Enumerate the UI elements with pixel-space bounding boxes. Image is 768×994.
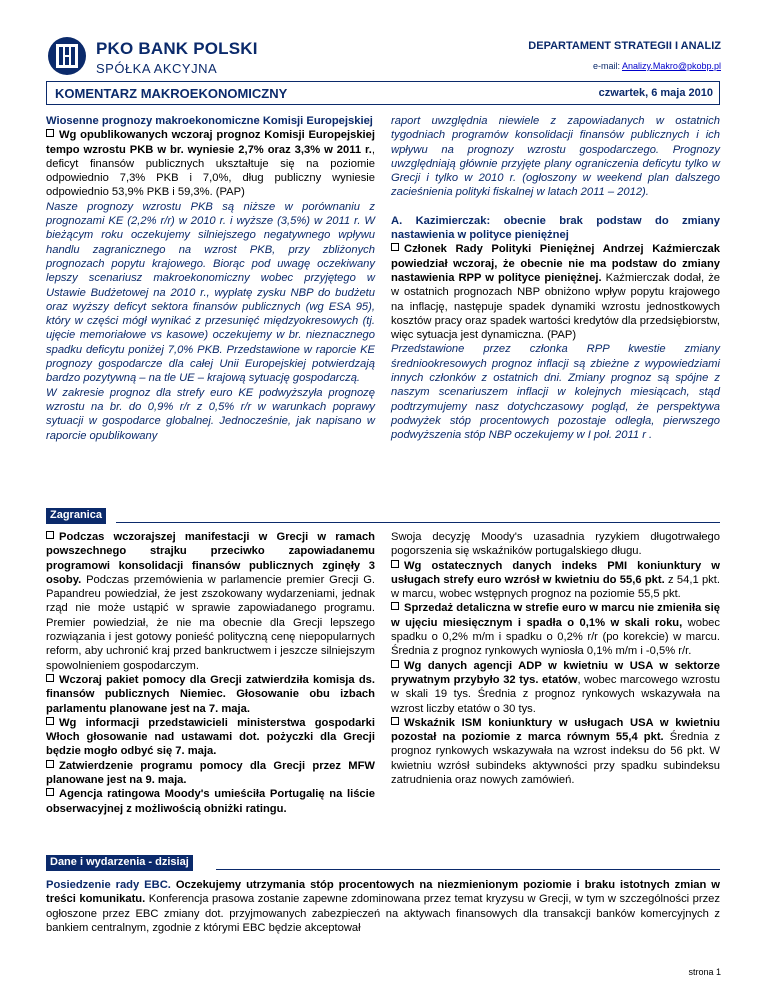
comment-paragraph: raport uwzględnia niewiele z zapowiadanych w ostatnich tygodniach programów konsolidacji finansów publicznych i ich wpływu na prognozy wzrostu gospodarczego. Prognozy uwzględniają głównie przyjęte plany ograniczenia deficytu tylko w Grecji i tylko w 2010 r. (ogłoszony w weekend plan dalszego zacieśnienia polityki fiskalnej w latach 2011 – 2012). bbox=[391, 115, 720, 199]
body-text: Kaźmierczak dodał, że w ostatnich prognozach NBP obniżono wpływ popytu krajowego na inflację, następuje spadek dynamiki wzrostu jednostkowych kosztów pracy oraz spadek wartości kredytów dla przedsiębiorstw, więc sytuacja jest dynamiczna. (PAP) bbox=[391, 271, 721, 342]
page-title: KOMENTARZ MAKROEKONOMICZNY bbox=[55, 86, 288, 101]
section-bar-zagranica bbox=[46, 508, 720, 524]
bank-name: PKO BANK POLSKI bbox=[96, 39, 258, 58]
bold-text: Wg informacji przedstawicieli ministerstwa gospodarki Włoch głosowanie nad ustawami dot. pożyczki dla Grecji będzie mogło odbyć się 7. maja. bbox=[46, 716, 375, 758]
paragraph: Swoja decyzję Moody's uzasadnia ryzykiem długotrwałego pogorszenia się wskaźników portugalskiego długu. bbox=[391, 531, 720, 558]
bold-text: Oczekujemy utrzymania stóp procentowych na niezmienionym poziomie i braku istotnych zmian w treści komunikatu. bbox=[46, 879, 720, 906]
paragraph bbox=[46, 128, 375, 199]
paragraph bbox=[46, 759, 375, 788]
bold-text: Agencja ratingowa Moody's umieściła Portugalię na liście obserwacyjnej z możliwością obniżki ratingu. bbox=[46, 788, 375, 815]
body-text: Podczas przemówienia w parlamencie premier Grecji G. Papandreu powiedział, że jest zszokowany wydarzeniami, jednak rząd nie może ustąpić w sprawie zapowiadanego programu. Premier powiedział, że nie ma obecnie dla Grecji lepszego rozwiązania i jest gotowy ponieść polityczną cenę niepopularnych reform, aby uchronić kraj przed bankructwem i jeszcze silniejszym spowolnieniem gospodarczym. bbox=[46, 573, 375, 672]
email-link[interactable]: Analizy.Makro@pkobp.pl bbox=[621, 61, 721, 71]
paragraph bbox=[391, 559, 720, 602]
bank-subtitle: SPÓŁKA AKCYJNA bbox=[96, 61, 218, 76]
bold-text: Zatwierdzenie programu pomocy dla Grecji przez MFW planowane jest na 9. maja. bbox=[46, 759, 375, 787]
bullet-square-icon bbox=[391, 660, 399, 668]
paragraph bbox=[391, 716, 720, 787]
body-text: wobec spadku o 0,2% m/m i spadku o 0,2% r/r (po korekcie) w marcu. Średnia z prognoz rynkowych wyniosła 0,1% m/m i -0,5% r/r. bbox=[391, 616, 720, 658]
date-label: czwartek, 6 maja 2010 bbox=[598, 87, 713, 99]
paragraph bbox=[46, 530, 375, 673]
bold-text: Wg danych agencji ADP w kwietniu w USA w sektorze prywatnym przybyło 32 tys. etatów bbox=[391, 659, 720, 686]
bold-text: Członek Rady Polityki Pieniężnej Andrzej Kaźmierczak powiedział wczoraj, że obecnie nie ma podstaw do zmiany nastawienia RPP w polityce pieniężnej. bbox=[391, 243, 720, 284]
body-text: , wobec marcowego wzrostu w skali 19 tys. Średnia z prognoz rynkowych wskazywała na wzrost liczby etatów o 30 tys. bbox=[391, 673, 720, 715]
department-name: DEPARTAMENT STRATEGII I ANALIZ bbox=[528, 40, 721, 52]
comment-paragraph: W zakresie prognoz dla strefy euro KE podwyższyła prognozę wzrostu na br. do 0,9% r/r z 0,5% r/r w warunkach poprawy sytuacji w gospodarce globalnej. Jednocześnie, jak napisano w raporcie opublikowany bbox=[46, 386, 375, 442]
paragraph bbox=[391, 659, 720, 716]
bold-text: Wg ostatecznych danych indeks PMI koniunktury w usługach strefy euro wzrósł w kwietniu do 55,6 pkt. bbox=[391, 559, 720, 586]
paragraph bbox=[46, 716, 375, 759]
bold-text: Wskaźnik ISM koniunktury w usługach USA w kwietniu pozostał na poziomie z marca równym 55,4 pkt. bbox=[391, 716, 720, 744]
bullet-square-icon bbox=[391, 602, 399, 610]
bullet-square-icon bbox=[391, 243, 399, 251]
email-line bbox=[593, 61, 721, 71]
right-column bbox=[391, 114, 720, 443]
paragraph bbox=[46, 787, 375, 816]
bullet-square-icon bbox=[46, 129, 54, 137]
bold-text: Sprzedaż detaliczna w strefie euro w marcu nie zmieniła się w ujęciu miesięcznym i spadła o 0,1% w skali roku, bbox=[391, 602, 720, 629]
section-heading-ke: Wiosenne prognozy makroekonomiczne Komisji Europejskiej bbox=[46, 115, 373, 127]
title-bar bbox=[46, 81, 720, 105]
body-text: Średnia z prognoz rynkowych wskazywała na wzrost indeksu do 56 pkt. W kwietniu wzrósł subindeks aktywności przy spadku subindeksu zatrudnienia oraz nowych zamówień. bbox=[391, 731, 720, 787]
email-label: e-mail: bbox=[592, 61, 622, 71]
left-column bbox=[46, 114, 375, 443]
bold-text: Wczoraj pakiet pomocy dla Grecji zatwierdziła komisja ds. finansów publicznych Niemiec. Głosowanie obu izbach parlamentu planowane jest na 7. maja. bbox=[46, 673, 375, 715]
comment-paragraph: Przedstawione przez członka RPP kwestie zmiany średniookresowych prognoz inflacji są zbieżne z wypowiedziami innych członków z ostatnich dni. Zmiany prognoz są spójne z naszym scenariuszem inflacji w kolejnych miesiącach, stąd podtrzymujemy nasz dotychczasowy pogląd, że perspektywa podwyżek stóp procentowych pozostaje odległa, pierwszego podwyższenia stóp NBP oczekujemy w I poł. 2011 r . bbox=[391, 343, 720, 442]
section-heading-rpp: A. Kazimierczak: obecnie brak podstaw do zmiany nastawienia w polityce pieniężnej bbox=[391, 214, 720, 242]
paragraph bbox=[391, 242, 720, 342]
section-rule bbox=[116, 522, 720, 523]
section-bar-dane bbox=[46, 855, 720, 871]
pko-logo-icon bbox=[47, 36, 87, 76]
page-number: strona 1 bbox=[688, 967, 721, 977]
body-text: Konferencja prasowa zostanie zapewne zdominowana przez temat kryzysu w Grecji, w tym w szczególności przez ogłoszone przez EBC zmiany dot. przyjmowanych zabezpieczeń na aktywach finansowych dla transakcji banków komercyjnych z bankiem centralnym, zgodnie z którymi EBC będzie akceptował bbox=[46, 893, 721, 934]
bold-text: Wg opublikowanych wczoraj prognoz Komisji Europejskiej tempo wzrostu PKB w br. wyniesie 2,7% oraz 3,3% w 2011 r. bbox=[46, 129, 375, 156]
event-title: Posiedzenie rady EBC. bbox=[46, 879, 171, 891]
foreign-right-column bbox=[391, 530, 720, 787]
body-text: , deficyt finansów publicznych ukształtuje się na poziomie odpowiednio 7,3% PKB i 7,0%, dług publiczny wyniesie odpowiednio 53,9% PKB i 59,3%. (PAP) bbox=[46, 143, 375, 199]
bullet-square-icon bbox=[46, 674, 54, 682]
events-paragraph bbox=[46, 878, 720, 935]
section-label: Dane i wydarzenia - dzisiaj bbox=[46, 855, 193, 871]
comment-paragraph: Nasze prognozy wzrostu PKB są niższe w porównaniu z prognozami KE (2,2% r/r) w 2010 r. i wyższe (3,5%) w 2011 r. W bieżącym roku oczekujemy silniejszego negatywnego wpływu handlu zagranicznego na wzrost PKB, przy zbliżonych prognozach popytu krajowego. Biorąc pod uwagę oczekiwany lepszy scenariusz makroekonomiczny wobec przyjętego w Ustawie Budżetowej na 2010 r., wypłatę zysku NBP do budżetu oraz wyższy deficyt sektora finansów publicznych (wg ESA 95), który w części mógł wynikać z przesunięć międzyokresowych (tj. ujęcie memoriałowe vs kasowe) oczekujemy w br. nieznacznego spadku deficytu poniżej 7,0% PKB. Przedstawione w raporcie KE prognozy gospodarcze dla całej Unii Europejskiej potwierdzają bardzo pozytywną – na tle UE – krajową sytuację gospodarczą. bbox=[46, 200, 375, 385]
foreign-left-column bbox=[46, 530, 375, 816]
paragraph bbox=[46, 673, 375, 716]
body-text: z 54,1 pkt. w marcu, wobec wstępnych prognoz na poziomie 55,5 pkt. bbox=[391, 573, 720, 601]
bullet-square-icon bbox=[391, 560, 399, 568]
bullet-square-icon bbox=[46, 531, 54, 539]
section-label: Zagranica bbox=[46, 508, 106, 524]
bullet-square-icon bbox=[46, 717, 54, 725]
bold-text: Podczas wczorajszej manifestacji w Grecji w ramach powszechnego strajku przeciwko zapowiadanemu programowi konsolidacji finansów publicznych zginęły 3 osoby. bbox=[46, 531, 375, 586]
paragraph bbox=[391, 601, 720, 658]
section-rule bbox=[216, 869, 720, 870]
bullet-square-icon bbox=[391, 717, 399, 725]
bullet-square-icon bbox=[46, 760, 54, 768]
bullet-square-icon bbox=[46, 788, 54, 796]
